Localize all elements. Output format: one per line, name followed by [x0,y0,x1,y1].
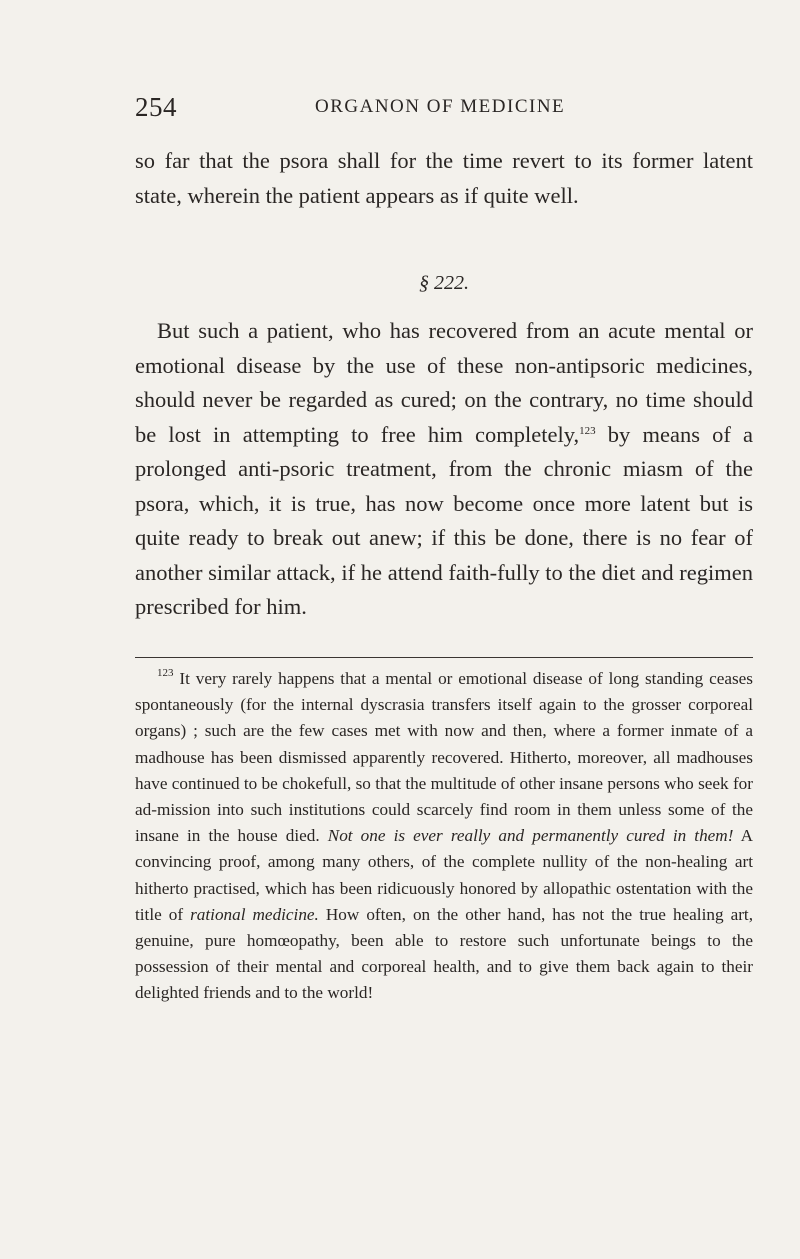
footnote-emphasis-2: rational medicine. [190,904,319,924]
footnote-number: 123 [157,667,174,679]
paragraph-text-part1: But such a patient, who has recovered from an acute mental or emotional disease by the use of these non-antipsoric medicines, should never be regarded as cured; on the contrary, no time should be lost in attempting to free him completely, [135,318,753,447]
paragraph-section-222 [135,314,753,625]
running-head: ORGANON OF MEDICINE [315,96,566,117]
footnote-text-part2: A convincing proof, among many others, of the complete nullity of the non-healing art hitherto practised, which has been ridicuously honored by allopathic ostentation with the title of [135,826,753,924]
paragraph-text-part2: by means of a prolonged anti-psoric treatment, from the chronic miasm of the psora, which, it is true, has now become once more latent but is quite ready to break out anew; if this be done, there is no fear of another similar attack, if he attend faith-fully to the diet and regimen prescribed for him. [135,421,753,619]
footnote-divider [135,657,753,658]
page-header [135,92,670,132]
footnote-text-part3: How often, on the other hand, has not the true healing art, genuine, pure homœopathy, been able to restore such unfortunate beings to the possession of their mental and corporeal health, and to give them back again to their delighted friends and to the world! [135,904,753,1003]
footnote-emphasis-1: Not one is ever really and permanently cured in them! [327,826,734,846]
footnote [135,666,753,1007]
section-heading: § 222. [419,272,469,294]
footnote-reference[interactable]: 123 [579,424,596,437]
page-number: 254 [135,92,177,122]
footnote-text-part1: It very rarely happens that a mental or emotional disease of long standing ceases spontaneously (for the internal dyscrasia transfers itself again to the grosser corporeal organs) ; such are the few cases met with now and then, where a former inmate of a madhouse has been dismissed apparently recovered. Hitherto, moreover, all madhouses have continued to be chokefull, so that the multitude of other insane persons who seek for ad-mission into such institutions could scarcely find room in them unless some of the insane in the house died. [135,669,753,846]
paragraph-continuation: so far that the psora shall for the time revert to its former latent state, wherein the patient appears as if quite well. [135,148,753,208]
